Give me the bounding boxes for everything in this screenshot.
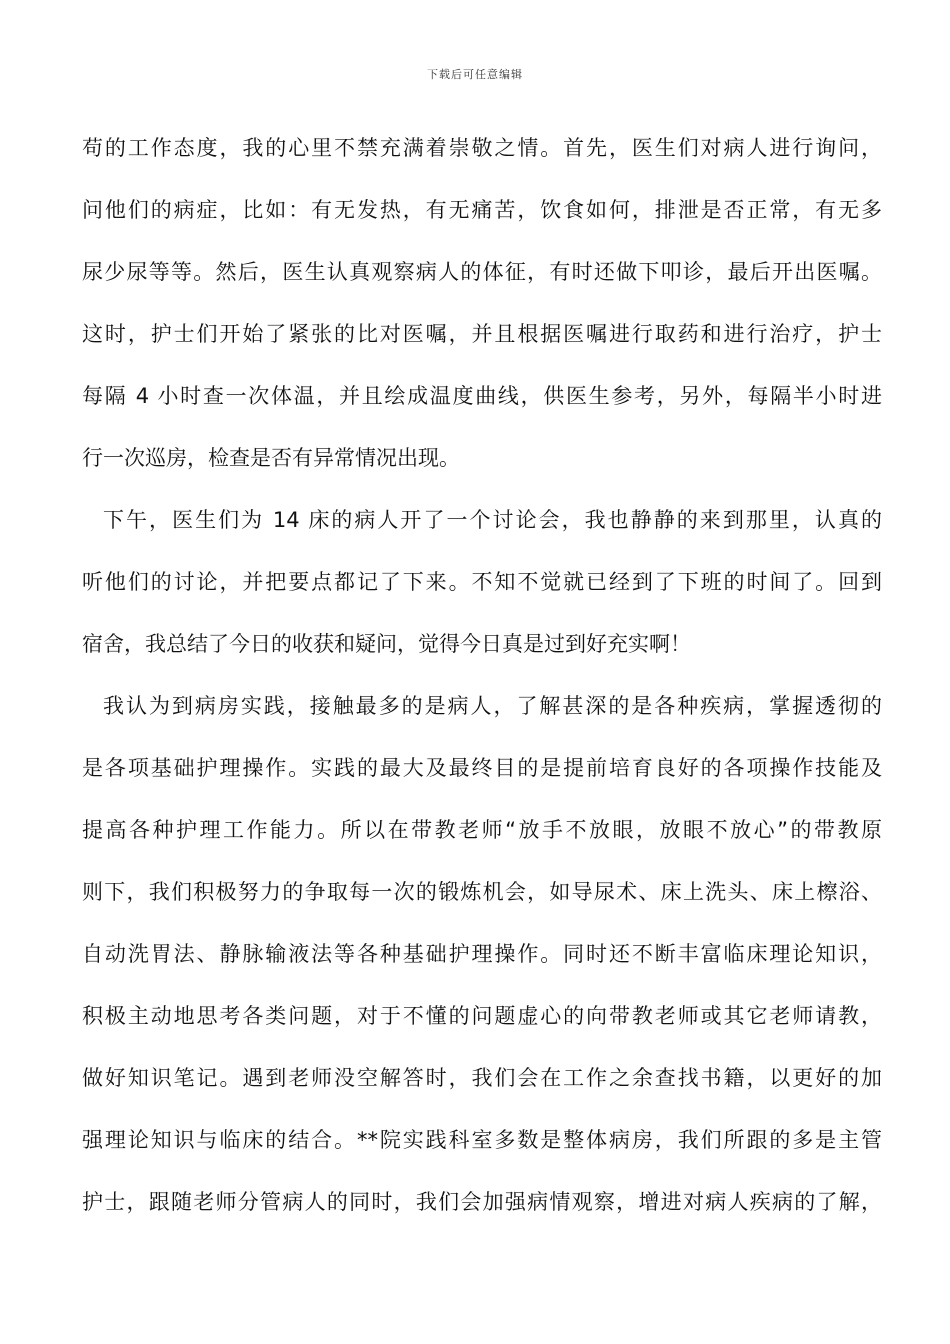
text-line: 听他们的讨论，并把要点都记了下来。不知不觉就已经到了下班的时间了。回到: [82, 570, 882, 594]
text-line: 是各项基础护理操作。实践的最大及最终目的是提前培育良好的各项操作技能及: [82, 756, 882, 780]
text-line: 自动洗胃法、静脉输液法等各种基础护理操作。同时还不断丰富临床理论知识，: [82, 942, 882, 966]
header-note: 下载后可任意编辑: [427, 68, 523, 81]
text-line: 强理论知识与临床的结合。**院实践科室多数是整体病房，我们所跟的多是主管: [82, 1128, 882, 1152]
text-line: 我认为到病房实践，接触最多的是病人，了解甚深的是各种疾病，掌握透彻的: [103, 694, 882, 718]
text-line: 行一次巡房，检查是否有异常情况出现。: [82, 446, 460, 470]
text-line: 积极主动地思考各类问题，对于不懂的问题虚心的向带教老师或其它老师请教，: [82, 1004, 882, 1028]
text-line: 宿舍，我总结了今日的收获和疑问，觉得今日真是过到好充实啊！: [82, 632, 691, 656]
document-body: [82, 117, 882, 1233]
text-line: 每隔 4 小时查一次体温，并且绘成温度曲线，供医生参考，另外，每隔半小时进: [82, 384, 882, 408]
text-line: 下午，医生们为 14 床的病人开了一个讨论会，我也静静的来到那里，认真的: [103, 508, 882, 532]
text-line: 尿少尿等等。然后，医生认真观察病人的体征，有时还做下叩诊，最后开出医嘱。: [82, 260, 882, 284]
text-line: 这时，护士们开始了紧张的比对医嘱，并且根据医嘱进行取药和进行治疗，护士: [82, 322, 882, 346]
text-line: 提高各种护理工作能力。所以在带教老师“放手不放眼，放眼不放心”的带教原: [82, 818, 882, 842]
text-line: 苟的工作态度，我的心里不禁充满着崇敬之情。首先，医生们对病人进行询问，: [82, 136, 882, 160]
text-line: 做好知识笔记。遇到老师没空解答时，我们会在工作之余查找书籍，以更好的加: [82, 1066, 882, 1090]
text-line: 护士，跟随老师分管病人的同时，我们会加强病情观察，增进对病人疾病的了解，: [82, 1190, 882, 1214]
text-line: 问他们的病症，比如：有无发热，有无痛苦，饮食如何，排泄是否正常，有无多: [82, 198, 882, 222]
text-line: 则下，我们积极努力的争取每一次的锻炼机会，如导尿术、床上洗头、床上檫浴、: [82, 880, 882, 904]
